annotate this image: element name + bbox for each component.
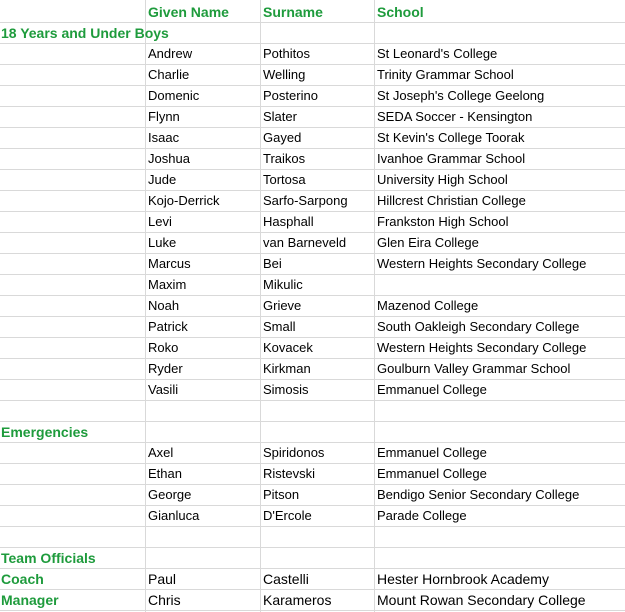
surname-cell[interactable]: Kovacek [263,340,313,355]
table-row [0,86,625,107]
given-name-cell[interactable]: Isaac [148,130,180,145]
given-name-cell[interactable]: Andrew [148,46,193,61]
school-cell[interactable]: St Joseph's College Geelong [377,88,545,103]
school-cell[interactable]: St Leonard's College [377,46,498,61]
blank-row [0,401,625,422]
cell[interactable] [0,506,145,526]
given-name-cell[interactable]: Kojo-Derrick [148,193,220,208]
role-cell[interactable]: Coach [1,571,44,587]
surname-cell[interactable]: Karameros [263,592,332,608]
cell[interactable] [0,86,145,106]
surname-header[interactable]: Surname [263,4,323,20]
surname-cell[interactable]: Pitson [263,487,300,502]
surname-cell[interactable]: Slater [263,109,297,124]
section-title-boys[interactable]: 18 Years and Under Boys [1,25,169,41]
surname-cell[interactable]: van Barneveld [263,235,347,250]
school-header[interactable]: School [377,4,424,20]
school-cell[interactable]: Emmanuel College [377,445,487,460]
cell[interactable] [0,191,145,211]
table-row [0,233,625,254]
school-cell[interactable]: Bendigo Senior Secondary College [377,487,580,502]
given-name-cell[interactable]: Patrick [148,319,188,334]
given-name-cell[interactable]: George [148,487,192,502]
table-row [0,149,625,170]
given-name-cell[interactable]: Vasili [148,382,179,397]
given-name-header[interactable]: Given Name [148,4,229,20]
school-cell[interactable]: Glen Eira College [377,235,479,250]
table-row [0,254,625,275]
surname-cell[interactable]: Posterino [263,88,318,103]
school-cell[interactable]: University High School [377,172,508,187]
given-name-cell[interactable]: Marcus [148,256,191,271]
cell[interactable] [0,212,145,232]
given-name-cell[interactable]: Gianluca [148,508,200,523]
cell[interactable] [0,254,145,274]
table-row [0,296,625,317]
cell[interactable] [0,464,145,484]
cell[interactable] [0,2,145,22]
given-name-cell[interactable]: Ryder [148,361,183,376]
given-name-cell[interactable]: Ethan [148,466,182,481]
surname-cell[interactable]: Ristevski [263,466,316,481]
school-cell[interactable]: Hester Hornbrook Academy [377,571,549,587]
school-cell[interactable]: Western Heights Secondary College [377,340,587,355]
given-name-cell[interactable]: Chris [148,592,181,608]
section-row-emergencies [0,422,625,443]
school-cell[interactable]: Emmanuel College [377,382,487,397]
surname-cell[interactable]: Grieve [263,298,302,313]
given-name-cell[interactable]: Flynn [148,109,180,124]
surname-cell[interactable]: Tortosa [263,172,306,187]
surname-cell[interactable]: Welling [263,67,306,82]
surname-cell[interactable]: Gayed [263,130,302,145]
school-cell[interactable]: Emmanuel College [377,466,487,481]
school-cell[interactable]: Hillcrest Christian College [377,193,526,208]
cell[interactable] [0,128,145,148]
school-cell[interactable]: Trinity Grammar School [377,67,514,82]
surname-cell[interactable]: Mikulic [263,277,303,292]
cell[interactable] [0,65,145,85]
school-cell[interactable]: Western Heights Secondary College [377,256,587,271]
section-row-officials [0,548,625,569]
given-name-cell[interactable]: Domenic [148,88,200,103]
school-cell[interactable] [374,275,625,295]
section-title-officials[interactable]: Team Officials [1,550,96,566]
given-name-cell[interactable]: Axel [148,445,174,460]
table-row [0,212,625,233]
cell[interactable] [0,170,145,190]
role-cell[interactable]: Manager [1,592,59,608]
given-name-cell[interactable]: Luke [148,235,177,250]
blank-row [0,527,625,548]
school-cell[interactable]: South Oakleigh Secondary College [377,319,580,334]
given-name-cell[interactable]: Joshua [148,151,190,166]
cell[interactable] [0,485,145,505]
table-row [0,590,625,611]
surname-cell[interactable]: Castelli [263,571,309,587]
table-row [0,506,625,527]
surname-cell[interactable]: Sarfo-Sarpong [263,193,348,208]
table-row [0,485,625,506]
given-name-cell[interactable]: Levi [148,214,172,229]
surname-cell[interactable]: Kirkman [263,361,311,376]
table-row [0,569,625,590]
school-cell[interactable]: Mazenod College [377,298,479,313]
school-cell[interactable]: Frankston High School [377,214,509,229]
header-row [0,2,625,23]
school-cell[interactable]: SEDA Soccer - Kensington [377,109,533,124]
surname-cell[interactable]: Simosis [263,382,309,397]
given-name-cell[interactable]: Paul [148,571,177,587]
cell[interactable] [0,317,145,337]
cell[interactable] [0,359,145,379]
surname-cell[interactable]: Hasphall [263,214,314,229]
school-cell[interactable]: Ivanhoe Grammar School [377,151,526,166]
table-row [0,191,625,212]
surname-cell[interactable]: Spiridonos [263,445,325,460]
table-row [0,338,625,359]
given-name-cell[interactable]: Maxim [148,277,187,292]
surname-cell[interactable]: Pothitos [263,46,310,61]
table-row [0,65,625,86]
given-name-cell[interactable]: Charlie [148,67,190,82]
given-name-cell[interactable]: Noah [148,298,180,313]
table-row [0,359,625,380]
section-row-boys [0,23,625,44]
cell[interactable] [0,44,145,64]
surname-cell[interactable]: Small [263,319,296,334]
given-name-cell[interactable]: Jude [148,172,177,187]
school-cell[interactable]: Goulburn Valley Grammar School [377,361,571,376]
cell[interactable] [0,443,145,463]
school-cell[interactable]: Mount Rowan Secondary College [377,592,586,608]
table-row [0,380,625,401]
cell[interactable] [0,107,145,127]
cell[interactable] [0,296,145,316]
surname-cell[interactable]: D'Ercole [263,508,312,523]
table-row [0,44,625,65]
given-name-cell[interactable]: Roko [148,340,179,355]
cell[interactable] [0,149,145,169]
table-row [0,128,625,149]
cell[interactable] [0,380,145,400]
surname-cell[interactable]: Bei [263,256,282,271]
cell[interactable] [0,338,145,358]
table-row [0,443,625,464]
school-cell[interactable]: St Kevin's College Toorak [377,130,525,145]
table-row [0,464,625,485]
table-row [0,317,625,338]
section-title-emergencies[interactable]: Emergencies [1,424,89,440]
school-cell[interactable]: Parade College [377,508,467,523]
table-row [0,275,625,296]
surname-cell[interactable]: Traikos [263,151,306,166]
table-row [0,170,625,191]
cell[interactable] [0,275,145,295]
table-row [0,107,625,128]
cell[interactable] [0,233,145,253]
